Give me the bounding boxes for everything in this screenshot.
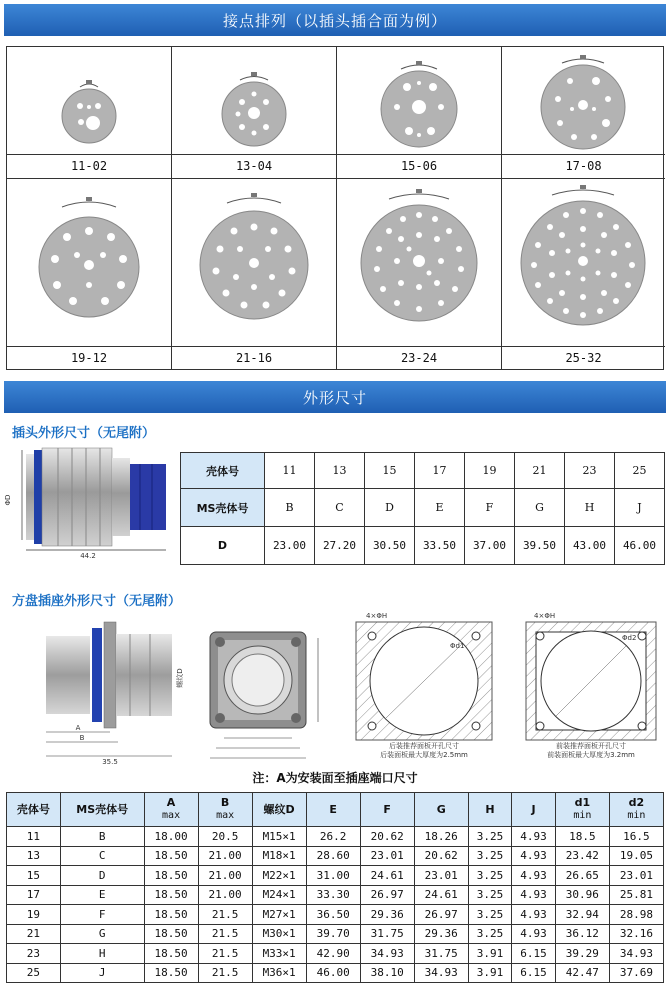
- rear-d1-label: Φd1: [450, 642, 465, 650]
- table-cell: 39.29: [555, 944, 609, 964]
- table-cell: 17: [415, 453, 465, 489]
- table-row: [7, 944, 664, 964]
- table-cell: 23: [7, 944, 61, 964]
- dimensions-section-header: [4, 381, 666, 413]
- table-cell: 18.5: [555, 827, 609, 847]
- header-main: E: [329, 802, 337, 816]
- table-cell: 25: [615, 453, 665, 489]
- table-cell: 30.96: [555, 885, 609, 905]
- layout-cell-19-12: [7, 179, 172, 370]
- table-cell: M15×1: [252, 827, 306, 847]
- table-cell: 36.50: [306, 905, 360, 925]
- col-header-shell: [7, 793, 61, 827]
- insert-face-19-12-icon: [7, 179, 172, 346]
- table-cell: 3.91: [468, 963, 512, 983]
- front-mount-cutout-icon: [526, 612, 656, 759]
- front-holes-label: 4×ΦH: [534, 612, 556, 620]
- layout-label: 21-16: [172, 346, 336, 370]
- table-cell: M30×1: [252, 924, 306, 944]
- col-header-e: [306, 793, 360, 827]
- socket-table-body: [7, 827, 664, 983]
- header-main: d2: [628, 796, 645, 809]
- header-main: MS壳体号: [76, 802, 129, 816]
- insert-face-25-32-icon: [502, 179, 665, 346]
- table-cell: 20.5: [198, 827, 252, 847]
- table-cell: 6.15: [512, 963, 556, 983]
- front-mount-note-2: 前装面板最大厚度为3.2mm: [547, 751, 635, 759]
- table-cell: 32.16: [609, 924, 663, 944]
- table-cell: F: [60, 905, 144, 925]
- table-cell: 29.36: [414, 924, 468, 944]
- insert-face-13-04-icon: [172, 47, 337, 155]
- table-cell: 15: [7, 866, 61, 886]
- header-main: B: [220, 796, 230, 809]
- socket-front-view-icon: [210, 632, 318, 758]
- table-cell: 23.42: [555, 846, 609, 866]
- table-row: [181, 453, 665, 489]
- table-cell: 21: [515, 453, 565, 489]
- contacts-section-header: [4, 4, 666, 36]
- table-cell: 31.75: [360, 924, 414, 944]
- layout-cell-23-24: [337, 179, 502, 370]
- table-row: [181, 527, 665, 565]
- header-main: F: [383, 802, 391, 816]
- col-header-thread: [252, 793, 306, 827]
- table-cell: 18.50: [144, 905, 198, 925]
- table-cell: F: [465, 489, 515, 527]
- table-cell: 33.30: [306, 885, 360, 905]
- table-cell: 31.75: [414, 944, 468, 964]
- table-cell: D: [365, 489, 415, 527]
- table-cell: 24.61: [414, 885, 468, 905]
- table-cell: 38.10: [360, 963, 414, 983]
- table-cell: H: [565, 489, 615, 527]
- col-header-g: [414, 793, 468, 827]
- table-cell: 4.93: [512, 827, 556, 847]
- table-row: [7, 866, 664, 886]
- table-cell: 32.94: [555, 905, 609, 925]
- table-cell: M22×1: [252, 866, 306, 886]
- socket-dimension-table: [6, 792, 664, 983]
- header-sub: min: [573, 810, 592, 821]
- rear-holes-label: 4×ΦH: [366, 612, 388, 620]
- table-cell: B: [60, 827, 144, 847]
- table-cell: 42.90: [306, 944, 360, 964]
- table-cell: 26.65: [555, 866, 609, 886]
- table-cell: 18.00: [144, 827, 198, 847]
- table-cell: 43.00: [565, 527, 615, 565]
- table-cell: C: [315, 489, 365, 527]
- table-cell: 33.50: [415, 527, 465, 565]
- table-cell: 3.25: [468, 924, 512, 944]
- table-cell: 19: [7, 905, 61, 925]
- dimensions-section-title: 外形尺寸: [302, 388, 367, 407]
- header-sub: max: [162, 810, 181, 821]
- table-cell: 25.81: [609, 885, 663, 905]
- front-mount-note-1: 前装推荐面板开孔尺寸: [556, 742, 626, 750]
- table-cell: J: [615, 489, 665, 527]
- table-cell: 3.25: [468, 885, 512, 905]
- table-cell: 34.93: [414, 963, 468, 983]
- insert-face-17-08-icon: [502, 47, 665, 155]
- table-cell: 23: [565, 453, 615, 489]
- insert-face-23-24-icon: [337, 179, 502, 346]
- table-row: [7, 885, 664, 905]
- table-cell: 6.15: [512, 944, 556, 964]
- layout-label: 13-04: [172, 154, 336, 178]
- layout-label: 23-24: [337, 346, 501, 370]
- table-cell: 21.00: [198, 866, 252, 886]
- rear-mount-note-1: 后装推荐面板开孔尺寸: [389, 742, 459, 750]
- layout-cell-25-32: [502, 179, 665, 370]
- table-cell: 21.5: [198, 924, 252, 944]
- table-cell: 17: [7, 885, 61, 905]
- table-cell: C: [60, 846, 144, 866]
- table-cell: 27.20: [315, 527, 365, 565]
- front-d2-label: Φd2: [622, 634, 637, 642]
- header-main: A: [166, 796, 176, 809]
- socket-note: 注：A为安装面至插座端口尺寸: [252, 771, 418, 785]
- table-cell: 19.05: [609, 846, 663, 866]
- header-main: G: [436, 802, 446, 816]
- table-row: [7, 905, 664, 925]
- table-cell: 18.50: [144, 846, 198, 866]
- table-cell: 13: [315, 453, 365, 489]
- table-cell: 18.50: [144, 944, 198, 964]
- header-main: d1: [574, 796, 591, 809]
- table-cell: 39.50: [515, 527, 565, 565]
- layout-cell-21-16: [172, 179, 337, 370]
- contact-arrangement-grid: [6, 46, 664, 370]
- col-header-a: [144, 793, 198, 827]
- col-header-d1: [555, 793, 609, 827]
- header-main: J: [531, 802, 536, 816]
- layout-cell-17-08: [502, 47, 665, 179]
- table-cell: 34.93: [609, 944, 663, 964]
- table-row: [7, 827, 664, 847]
- socket-subtitle: 方盘插座外形尺寸（无尾附）: [12, 594, 182, 609]
- table-cell: 3.25: [468, 846, 512, 866]
- table-cell: 20.62: [360, 827, 414, 847]
- table-row: [181, 489, 665, 527]
- table-cell: G: [60, 924, 144, 944]
- table-cell: 15: [365, 453, 415, 489]
- table-cell: 25: [7, 963, 61, 983]
- col-header-ms-shell: [60, 793, 144, 827]
- plug-length-label: 44.2: [80, 552, 96, 560]
- table-cell: M18×1: [252, 846, 306, 866]
- table-row: [7, 963, 664, 983]
- rear-mount-note-2: 后装面板最大厚度为2.5mm: [380, 751, 468, 759]
- table-cell: 21: [7, 924, 61, 944]
- table-header-row: [7, 793, 664, 827]
- table-cell: J: [60, 963, 144, 983]
- table-cell: B: [265, 489, 315, 527]
- col-header-f: [360, 793, 414, 827]
- table-cell: 壳体号: [181, 453, 265, 489]
- table-cell: E: [60, 885, 144, 905]
- table-row: [7, 846, 664, 866]
- table-cell: 3.25: [468, 866, 512, 886]
- table-cell: M36×1: [252, 963, 306, 983]
- layout-label: 25-32: [502, 346, 665, 370]
- plug-dia-label: ΦD: [4, 494, 12, 506]
- header-main: H: [485, 802, 495, 816]
- table-cell: 23.01: [609, 866, 663, 886]
- table-cell: 20.62: [414, 846, 468, 866]
- table-cell: 26.97: [414, 905, 468, 925]
- table-cell: D: [181, 527, 265, 565]
- rear-mount-cutout-icon: [356, 612, 492, 759]
- layout-label: 15-06: [337, 154, 501, 178]
- socket-dim-a-label: A: [75, 724, 81, 732]
- table-cell: M27×1: [252, 905, 306, 925]
- socket-drawings: [6, 608, 670, 766]
- table-cell: 46.00: [306, 963, 360, 983]
- table-cell: 37.00: [465, 527, 515, 565]
- table-cell: 24.61: [360, 866, 414, 886]
- table-cell: 16.5: [609, 827, 663, 847]
- contacts-section-title: 接点排列（以插头插合面为例）: [222, 11, 447, 30]
- table-cell: 23.01: [360, 846, 414, 866]
- table-cell: 3.91: [468, 944, 512, 964]
- table-cell: 4.93: [512, 846, 556, 866]
- plug-dimension-table: [180, 452, 665, 565]
- socket-length-label: 35.5: [102, 758, 118, 766]
- table-cell: 4.93: [512, 905, 556, 925]
- col-header-b: [198, 793, 252, 827]
- table-cell: 42.47: [555, 963, 609, 983]
- table-cell: 3.25: [468, 827, 512, 847]
- table-cell: 4.93: [512, 885, 556, 905]
- table-cell: M24×1: [252, 885, 306, 905]
- header-main: 壳体号: [16, 802, 50, 816]
- table-cell: D: [60, 866, 144, 886]
- table-cell: 4.93: [512, 866, 556, 886]
- table-cell: 21.00: [198, 846, 252, 866]
- table-cell: 37.69: [609, 963, 663, 983]
- header-sub: min: [627, 810, 646, 821]
- table-cell: 39.70: [306, 924, 360, 944]
- table-cell: 28.98: [609, 905, 663, 925]
- layout-label: 17-08: [502, 154, 665, 178]
- layout-label: 19-12: [7, 346, 171, 370]
- layout-label: 11-02: [7, 154, 171, 178]
- table-cell: 46.00: [615, 527, 665, 565]
- plug-drawing-icon: [6, 440, 176, 570]
- socket-side-view-icon: [46, 622, 184, 766]
- header-sub: max: [216, 810, 235, 821]
- table-cell: 21.5: [198, 944, 252, 964]
- col-header-d2: [609, 793, 663, 827]
- table-cell: MS壳体号: [181, 489, 265, 527]
- table-cell: E: [415, 489, 465, 527]
- table-cell: 18.50: [144, 866, 198, 886]
- insert-face-15-06-icon: [337, 47, 502, 155]
- table-cell: 30.50: [365, 527, 415, 565]
- table-cell: 29.36: [360, 905, 414, 925]
- table-cell: G: [515, 489, 565, 527]
- layout-cell-13-04: [172, 47, 337, 179]
- col-header-j: [512, 793, 556, 827]
- table-cell: 13: [7, 846, 61, 866]
- header-main: 螺纹D: [263, 802, 295, 816]
- table-cell: 18.50: [144, 885, 198, 905]
- table-cell: 11: [265, 453, 315, 489]
- table-cell: 34.93: [360, 944, 414, 964]
- table-cell: 21.5: [198, 905, 252, 925]
- table-cell: 4.93: [512, 924, 556, 944]
- layout-cell-15-06: [337, 47, 502, 179]
- table-cell: 21.5: [198, 963, 252, 983]
- table-cell: H: [60, 944, 144, 964]
- table-cell: 26.97: [360, 885, 414, 905]
- insert-face-11-02-icon: [7, 47, 172, 155]
- table-cell: 18.50: [144, 963, 198, 983]
- socket-thread-label: 螺纹D: [176, 668, 184, 688]
- table-cell: 23.00: [265, 527, 315, 565]
- table-cell: 18.50: [144, 924, 198, 944]
- table-cell: 36.12: [555, 924, 609, 944]
- layout-cell-11-02: [7, 47, 172, 179]
- table-cell: 3.25: [468, 905, 512, 925]
- table-cell: 23.01: [414, 866, 468, 886]
- table-cell: 19: [465, 453, 515, 489]
- table-cell: M33×1: [252, 944, 306, 964]
- plug-subtitle: 插头外形尺寸（无尾附）: [12, 426, 156, 441]
- socket-dim-b-label: B: [79, 734, 85, 742]
- table-cell: 18.26: [414, 827, 468, 847]
- col-header-h: [468, 793, 512, 827]
- table-cell: 26.2: [306, 827, 360, 847]
- table-row: [7, 924, 664, 944]
- table-cell: 21.00: [198, 885, 252, 905]
- table-cell: 11: [7, 827, 61, 847]
- insert-face-21-16-icon: [172, 179, 337, 346]
- table-cell: 31.00: [306, 866, 360, 886]
- table-cell: 28.60: [306, 846, 360, 866]
